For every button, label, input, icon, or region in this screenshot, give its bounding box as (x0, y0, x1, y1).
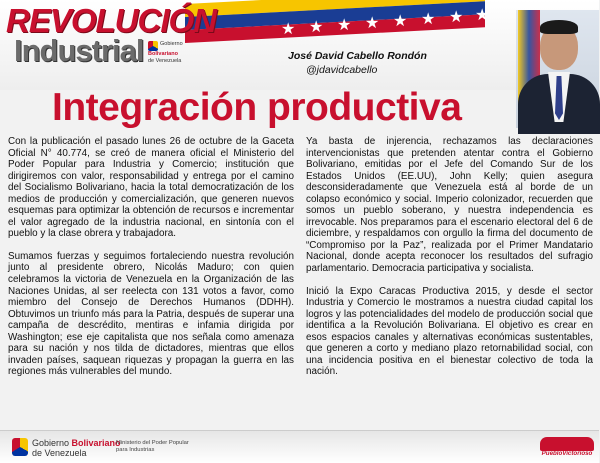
logo-industrial: Industrial (14, 33, 144, 68)
author-photo (516, 10, 599, 128)
badge-icon (540, 437, 594, 451)
paragraph: Ya basta de injerencia, rechazamos las declaraciones intervencionistas que pretenden atentar contra el Gobierno Bolivariano, emitidas por el Jefe del Comando Sur de los Estados Unidos (EE.UU), John Kelly; quien asegura desconsideradamente que Venezuela está al borde de un colapso económico y social. Imperio colonizador, recuerden que somos un pueblo soberano, y nuestra independencia es irrevocable. Nos preparamos para el escenario electoral del 6 de diciembre, y respaldamos con orgullo la firma del documento de “Compromiso por la Paz”, realizada por el Primer Mandatario Nacional, donde acepta reconocer los resultados del sufragio parlamentario. Democracia participativa y socialista. (306, 136, 593, 275)
star-icon: ★ (309, 19, 324, 36)
star-icon: ★ (365, 15, 380, 32)
footer-gobierno-text: Gobierno Bolivariano de Venezuela (32, 438, 121, 458)
gobierno-logo-icon (12, 438, 28, 456)
article-right-column (306, 136, 593, 389)
footer-ministry-text: Ministerio del Poder Popular para Industrias (116, 440, 189, 453)
gobierno-logo-icon (148, 41, 158, 51)
header (0, 0, 599, 90)
star-icon: ★ (281, 21, 296, 38)
gobierno-bolivariano-logo: Gobierno Bolivariano de Venezuela (148, 41, 183, 64)
article-left-column (8, 136, 294, 389)
paragraph: Inició la Expo Caracas Productiva 2015, y desde el sector Industria y Comercio le mostramos a nuestra ciudad capital los logros y las potencialidades del modelo de producción social que identifica a la Revolución Bolivariana. El objetivo es crear en esos espacios canales y alternativas económicas sustentables, que generen a corto y mediano plazo retornabilidad social, con una incidencia positiva en el bienestar colectivo de toda la nación. (306, 285, 593, 378)
star-icon: ★ (475, 7, 490, 24)
star-icon: ★ (449, 9, 464, 26)
star-icon: ★ (337, 17, 352, 34)
article-title: Integración productiva (52, 86, 462, 129)
footer (0, 430, 599, 463)
star-icon: ★ (393, 13, 408, 30)
venezuela-flag-banner (185, 4, 490, 44)
logo-revolucion: REVOLUCIÓN (6, 2, 217, 39)
paragraph: Sumamos fuerzas y seguimos fortaleciendo nuestra revolución junto al presidente obrero, Nicolás Maduro; con quien celebramos la victoria de Venezuela en la Organización de las Naciones Unidas, al ser reelecta con 131 votos a favor, como miembro del Consejo de Derechos Humanos (DDHH). Obtuvimos un triunfo más para la Patria, después de superar una campaña de descrédito, mentiras e infamia dirigida por Washington; ese eje capitalista que nos señala como amenaza para su nación y nos tilda de dictadores, mientras que ellos invaden países, saquean riquezas y propagan la guerra en las regiones más vulnerables del mundo. (8, 250, 294, 378)
pueblo-victorioso-logo: PuebloVictorioso (540, 437, 594, 459)
author-handle: @jdavidcabello (306, 64, 378, 76)
paragraph: Con la publicación el pasado lunes 26 de octubre de la Gaceta Oficial N° 40.774, se creó de manera oficial el Ministerio del Poder Popular para Industria y Comercio; institución que dirigiremos con valor, responsabilidad y entrega por el camino del Socialismo Bolivariano, hacia la total democratización de los medios de producción y comercialización, que generen nuevos esquemas para optimizar la obtención de recursos e incrementar el valor agregado de la industria nacional, en sintonía con el pueblo y la clase obrera y trabajadora. (8, 136, 294, 240)
author-name: José David Cabello Rondón (288, 50, 427, 62)
star-icon: ★ (421, 11, 436, 28)
